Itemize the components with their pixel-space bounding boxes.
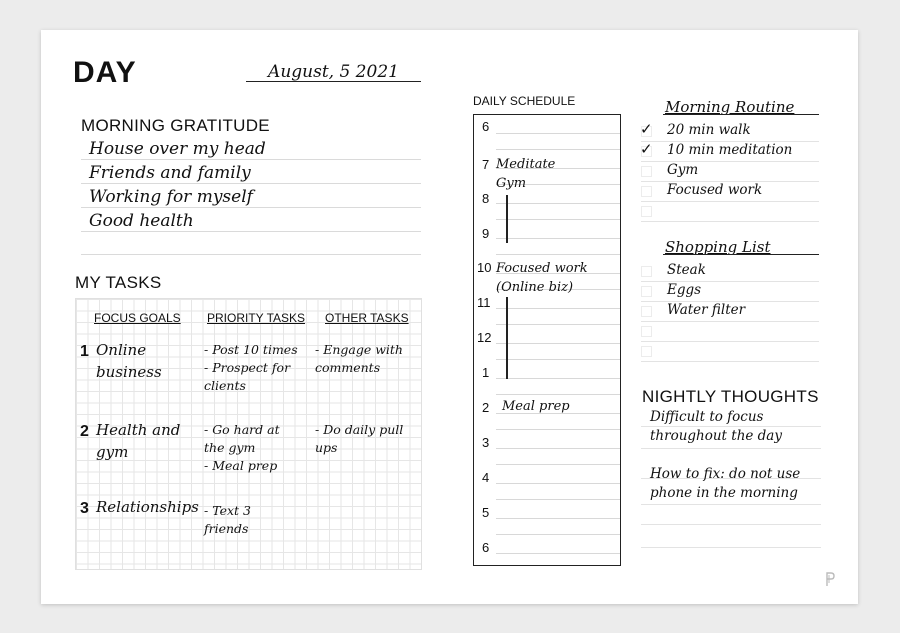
schedule-row (474, 220, 620, 256)
schedule-heading: DAILY SCHEDULE (473, 94, 576, 108)
gratitude-heading: MORNING GRATITUDE (81, 116, 270, 135)
shopping-item[interactable] (641, 342, 819, 362)
schedule-event: Meal prep (502, 399, 570, 414)
hour-label: 3 (482, 435, 490, 450)
nightly-text: Difficult to focus throughout the day How to fix: do not use phone in the morning (650, 409, 801, 501)
schedule-row (474, 430, 620, 466)
checkbox[interactable] (641, 266, 652, 277)
shopping-item[interactable]: Water filter (641, 302, 819, 322)
schedule-row (474, 465, 620, 501)
routine-item[interactable]: Focused work (641, 182, 819, 202)
checkmark-icon: ✓ (640, 140, 653, 158)
ruled-line (641, 504, 821, 505)
routine-item[interactable] (641, 202, 819, 222)
tasks-heading: MY TASKS (75, 273, 162, 292)
time-block-bar (506, 195, 508, 243)
checkbox[interactable] (641, 346, 652, 357)
priority-task: - Go hard at the gym - Meal prep (204, 422, 280, 473)
shopping-item[interactable]: Eggs (641, 282, 819, 302)
checkbox[interactable] (641, 166, 652, 177)
routine-item[interactable]: ✓ 20 min walk (641, 122, 819, 142)
p-logo-icon (824, 571, 836, 592)
task-number: 3 (80, 500, 89, 517)
checkbox[interactable] (641, 306, 652, 317)
heading-underline (663, 114, 819, 115)
schedule-event: Meditate Gym (496, 157, 556, 191)
hour-label: 1 (482, 365, 490, 380)
hour-label: 2 (482, 400, 490, 415)
focus-goal: Relationships (96, 498, 199, 516)
shopping-item[interactable]: Steak (641, 262, 819, 282)
checkmark-icon: ✓ (640, 120, 653, 138)
checkbox[interactable] (641, 286, 652, 297)
gratitude-line (81, 230, 421, 255)
shopping-heading: Shopping List (665, 238, 771, 256)
checkbox[interactable] (641, 206, 652, 217)
planner-page (41, 30, 858, 604)
other-task: - Do daily pull ups (315, 422, 404, 455)
column-header-focus-goals: FOCUS GOALS (94, 311, 181, 325)
schedule-event: Focused work (Online biz) (496, 261, 588, 295)
priority-task: - Post 10 times - Prospect for clients (204, 342, 298, 393)
hour-label: 8 (482, 191, 490, 206)
hour-label: 4 (482, 470, 490, 485)
schedule-row (474, 535, 620, 571)
hour-label: 6 (482, 119, 490, 134)
hour-label: 5 (482, 505, 490, 520)
time-block-bar (506, 297, 508, 379)
nightly-heading: NIGHTLY THOUGHTS (642, 387, 819, 406)
tasks-grid (75, 298, 422, 570)
gratitude-item: Friends and family (89, 163, 251, 183)
routine-item[interactable]: ✓ 10 min meditation (641, 142, 819, 162)
hour-label: 9 (482, 226, 490, 241)
focus-goal: Health and gym (96, 421, 181, 461)
schedule-row (474, 325, 620, 361)
heading-underline (663, 254, 819, 255)
shopping-item[interactable] (641, 322, 819, 342)
column-header-other-tasks: OTHER TASKS (325, 311, 409, 325)
schedule-row (474, 115, 620, 151)
other-task: - Engage with comments (315, 342, 403, 375)
date-underline (246, 81, 421, 82)
page-title: DAY (73, 56, 137, 89)
focus-goal: Online business (96, 341, 162, 381)
hour-label: 10 (477, 260, 492, 275)
morning-routine-heading: Morning Routine (665, 98, 795, 116)
schedule-box (473, 114, 621, 566)
schedule-row (474, 500, 620, 536)
checkbox[interactable] (641, 326, 652, 337)
schedule-row (474, 360, 620, 396)
column-header-priority-tasks: PRIORITY TASKS (207, 311, 306, 325)
ruled-line (641, 547, 821, 548)
routine-item[interactable]: Gym (641, 162, 819, 182)
checkbox[interactable] (641, 186, 652, 197)
date-field: August, 5 2021 (268, 62, 399, 82)
ruled-line (641, 524, 821, 525)
task-number: 1 (80, 343, 89, 360)
hour-label: 7 (482, 157, 490, 172)
hour-label: 11 (477, 295, 491, 310)
priority-task: - Text 3 friends (204, 503, 251, 536)
gratitude-item: House over my head (89, 139, 266, 159)
hour-label: 6 (482, 540, 490, 555)
gratitude-item: Good health (89, 211, 194, 231)
gratitude-item: Working for myself (89, 187, 253, 207)
task-number: 2 (80, 423, 89, 440)
hour-label: 12 (477, 330, 492, 345)
